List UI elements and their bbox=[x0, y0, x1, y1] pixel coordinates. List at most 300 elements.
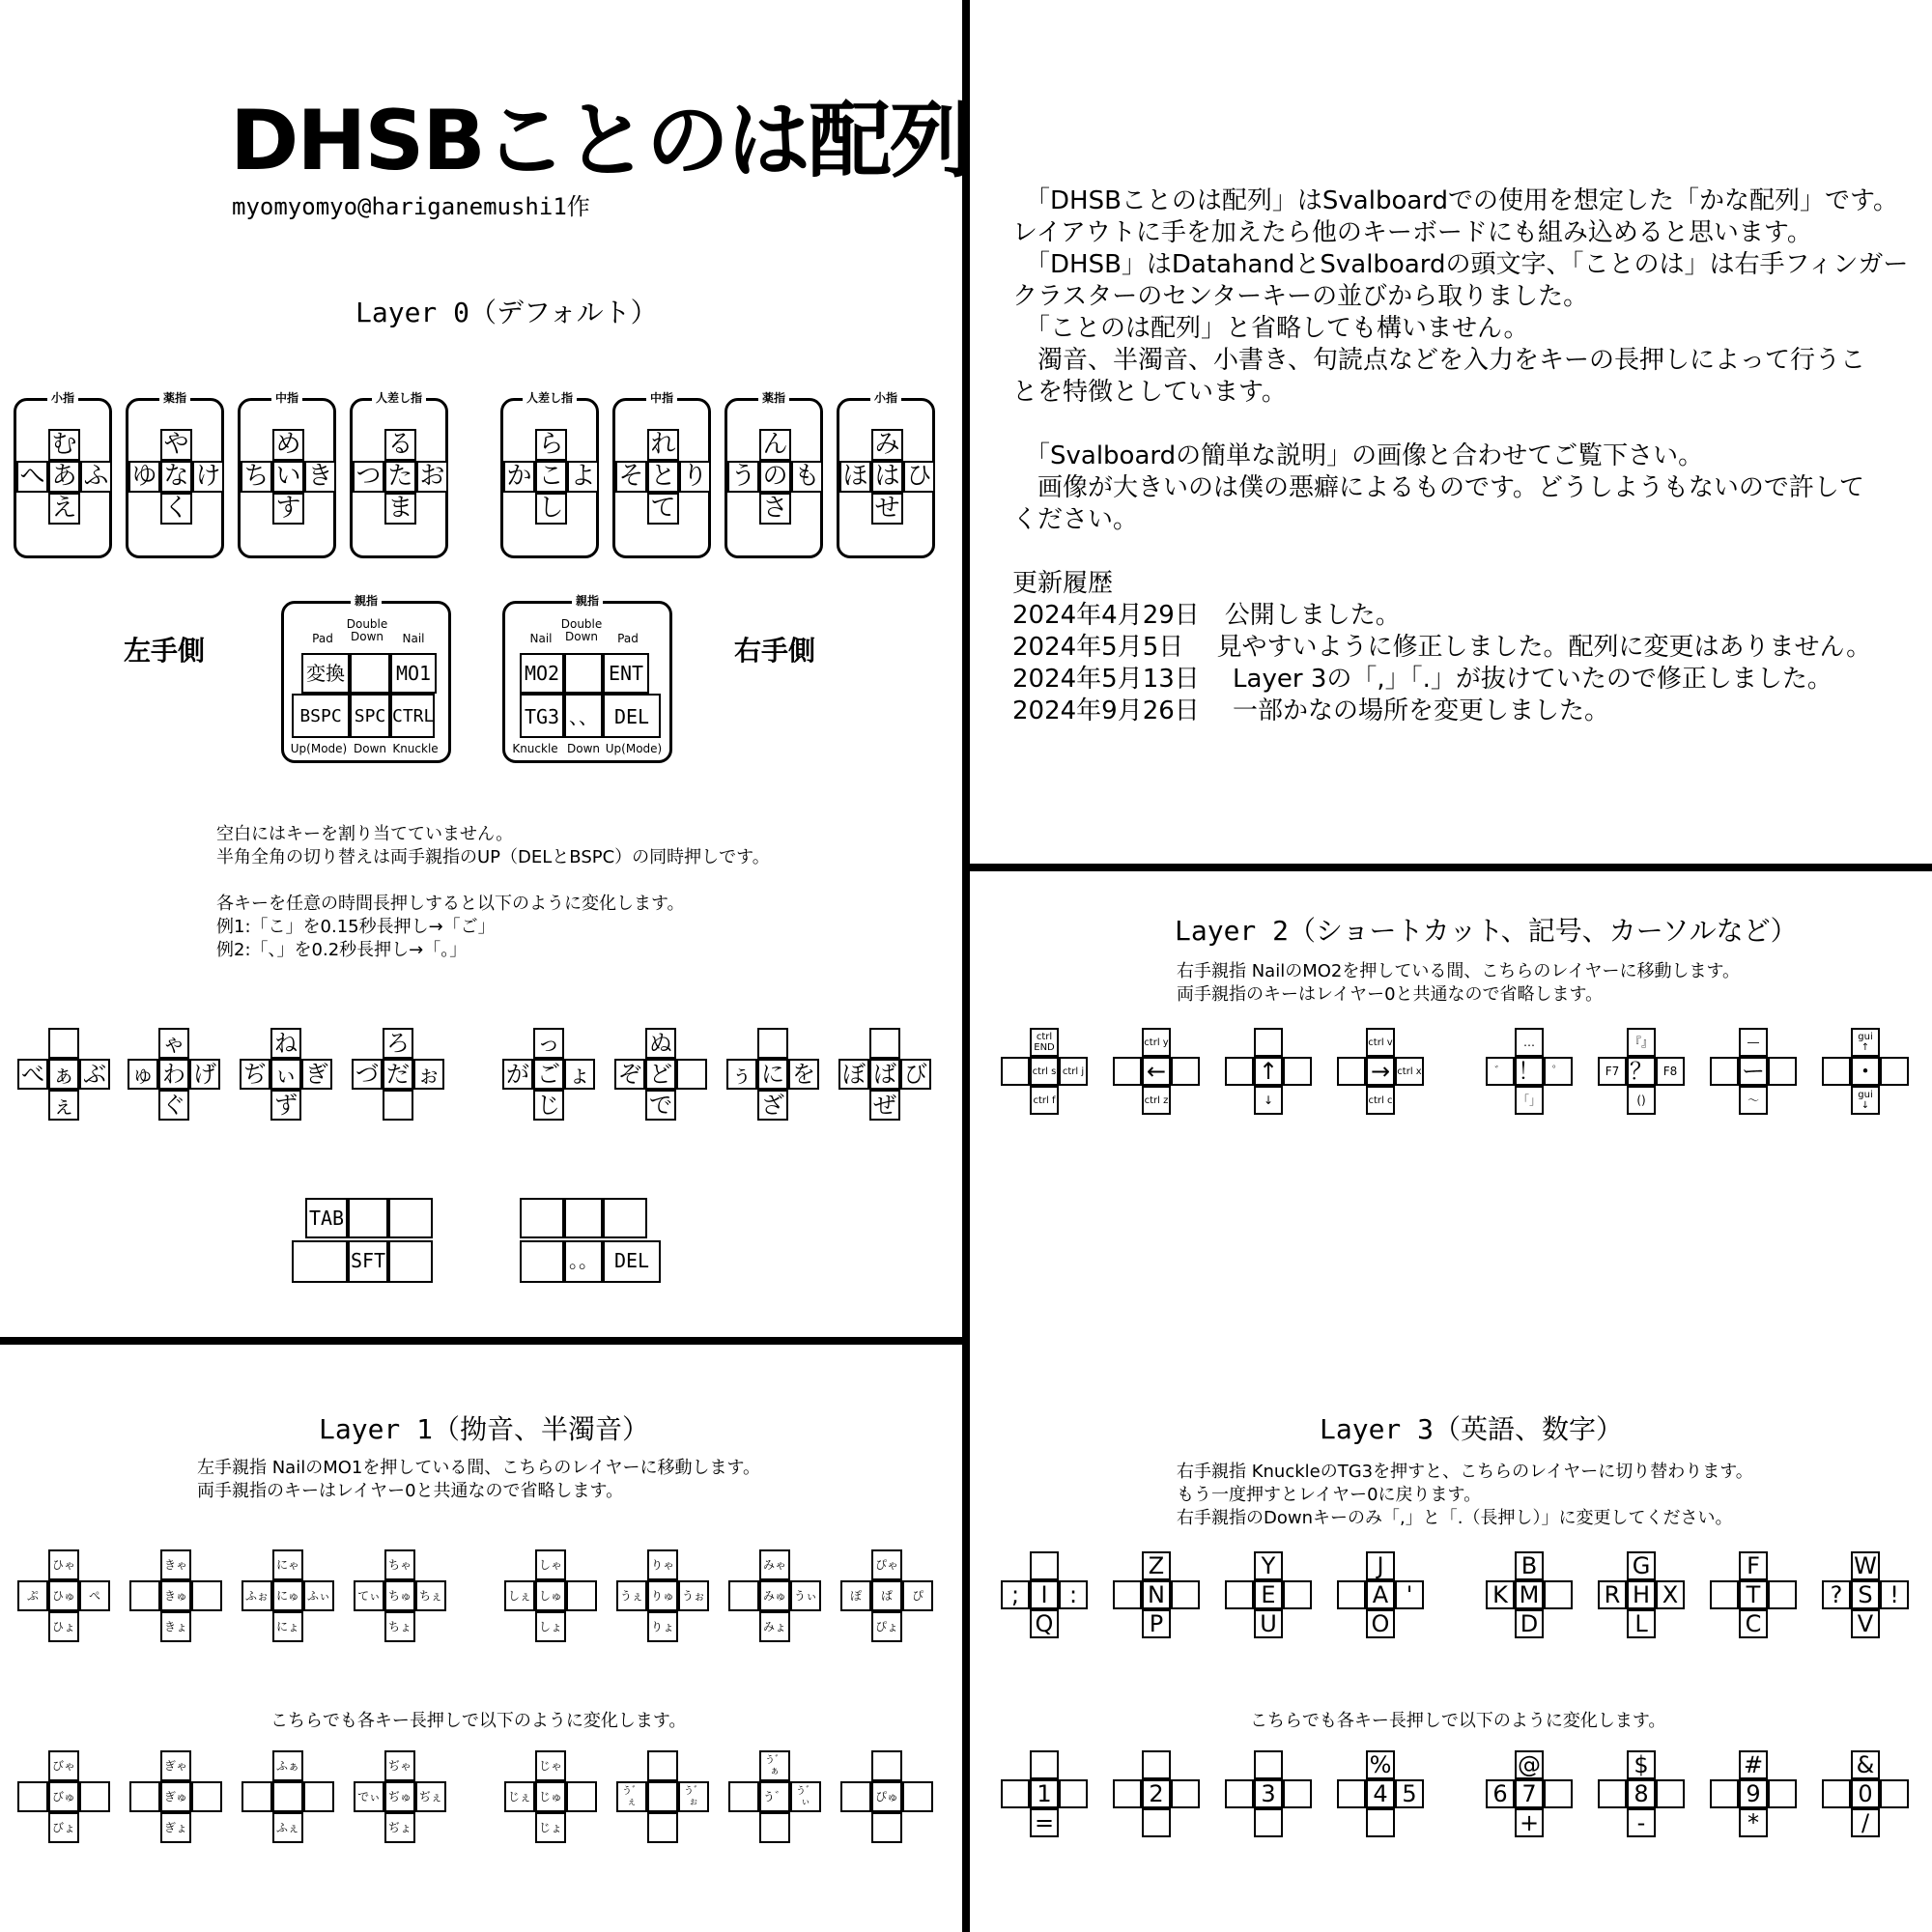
key-center[interactable]: た bbox=[384, 461, 416, 493]
key-right[interactable] bbox=[1171, 1779, 1200, 1808]
key-left[interactable]: じぇ bbox=[504, 1781, 535, 1812]
key-top[interactable]: しゃ bbox=[535, 1549, 566, 1580]
key-top[interactable]: Z bbox=[1142, 1551, 1171, 1580]
key-bottom[interactable]: ふぇ bbox=[272, 1812, 303, 1843]
key-bottom[interactable]: にょ bbox=[272, 1611, 303, 1642]
key-center[interactable]: ば bbox=[869, 1059, 900, 1090]
key-left[interactable] bbox=[1710, 1779, 1739, 1808]
key-left[interactable] bbox=[1113, 1779, 1142, 1808]
key-top[interactable] bbox=[1142, 1750, 1171, 1779]
key-bottom[interactable]: さ bbox=[759, 493, 791, 525]
key-left[interactable] bbox=[1710, 1057, 1739, 1086]
key-bottom[interactable]: せ bbox=[871, 493, 903, 525]
key-top[interactable]: ろ bbox=[383, 1028, 413, 1059]
key-center[interactable]: じゅ bbox=[535, 1781, 566, 1812]
left-thumb-key-henkan[interactable]: 変換 bbox=[301, 653, 350, 694]
key-top[interactable]: ctrl END bbox=[1030, 1028, 1059, 1057]
key-top[interactable]: れ bbox=[647, 429, 679, 461]
key-top[interactable]: じゃ bbox=[535, 1750, 566, 1781]
key-center[interactable]: ぁ bbox=[48, 1059, 79, 1090]
key-center[interactable] bbox=[647, 1781, 678, 1812]
key-right[interactable] bbox=[566, 1781, 597, 1812]
key-bottom[interactable]: V bbox=[1851, 1609, 1880, 1638]
key-right[interactable] bbox=[902, 1781, 933, 1812]
key-center[interactable]: ・ bbox=[1851, 1057, 1880, 1086]
key-top[interactable]: や bbox=[160, 429, 192, 461]
key-top[interactable]: む bbox=[48, 429, 80, 461]
key-right[interactable] bbox=[1171, 1580, 1200, 1609]
key-left[interactable] bbox=[1598, 1779, 1627, 1808]
key-top[interactable]: め bbox=[272, 429, 304, 461]
key-top[interactable] bbox=[869, 1028, 900, 1059]
key-bottom[interactable]: P bbox=[1142, 1609, 1171, 1638]
key-right[interactable]: ! bbox=[1880, 1580, 1909, 1609]
key-left[interactable] bbox=[1822, 1779, 1851, 1808]
key-center[interactable]: ど bbox=[645, 1059, 676, 1090]
key-top[interactable]: りゃ bbox=[647, 1549, 678, 1580]
key-bottom[interactable]: * bbox=[1739, 1808, 1768, 1837]
key-right[interactable] bbox=[1059, 1779, 1088, 1808]
left-thumb-key-bspc[interactable]: BSPC bbox=[292, 694, 350, 738]
key-top[interactable] bbox=[757, 1028, 788, 1059]
key-right[interactable]: ぎ bbox=[301, 1059, 332, 1090]
key-left[interactable]: ぅ bbox=[726, 1059, 757, 1090]
key-top[interactable]: ん bbox=[759, 429, 791, 461]
key-left[interactable]: K bbox=[1486, 1580, 1515, 1609]
key-right[interactable] bbox=[1283, 1057, 1312, 1086]
key-left[interactable]: うぇ bbox=[616, 1580, 647, 1611]
key-center[interactable]: りゅ bbox=[647, 1580, 678, 1611]
key-top[interactable]: う゛ぁ bbox=[759, 1750, 790, 1781]
key-right[interactable]: お bbox=[416, 461, 448, 493]
key-left[interactable]: う bbox=[727, 461, 759, 493]
key-center[interactable]: う゛ bbox=[759, 1781, 790, 1812]
key-left[interactable]: そ bbox=[615, 461, 647, 493]
key-top[interactable] bbox=[1030, 1551, 1059, 1580]
key-center[interactable]: ー bbox=[1739, 1057, 1768, 1086]
key-center[interactable]: ぃ bbox=[270, 1059, 301, 1090]
key-bottom[interactable]: ぢょ bbox=[384, 1812, 415, 1843]
key-top[interactable]: ぬ bbox=[645, 1028, 676, 1059]
key-center[interactable]: に bbox=[757, 1059, 788, 1090]
lp-left-thumb-tab[interactable]: TAB bbox=[305, 1198, 348, 1238]
key-right[interactable] bbox=[191, 1781, 222, 1812]
left-thumb-key-double[interactable] bbox=[350, 653, 390, 694]
key-left[interactable] bbox=[129, 1580, 160, 1611]
key-center[interactable]: E bbox=[1254, 1580, 1283, 1609]
key-center[interactable]: 0 bbox=[1851, 1779, 1880, 1808]
key-left[interactable]: が bbox=[502, 1059, 533, 1090]
key-right[interactable]: ふぃ bbox=[303, 1580, 334, 1611]
key-left[interactable]: ぼ bbox=[838, 1059, 869, 1090]
key-bottom[interactable]: U bbox=[1254, 1609, 1283, 1638]
key-top[interactable]: ― bbox=[1739, 1028, 1768, 1057]
key-left[interactable]: てぃ bbox=[354, 1580, 384, 1611]
key-center[interactable]: 8 bbox=[1627, 1779, 1656, 1808]
key-left[interactable]: でぃ bbox=[354, 1781, 384, 1812]
key-center[interactable]: ぎゅ bbox=[160, 1781, 191, 1812]
key-right[interactable] bbox=[1544, 1580, 1573, 1609]
key-bottom[interactable]: ↓ bbox=[1254, 1086, 1283, 1115]
key-top[interactable]: 『』 bbox=[1627, 1028, 1656, 1057]
key-left[interactable] bbox=[840, 1781, 871, 1812]
key-top[interactable]: ひゃ bbox=[48, 1549, 79, 1580]
key-top[interactable]: $ bbox=[1627, 1750, 1656, 1779]
key-bottom[interactable]: ぇ bbox=[48, 1090, 79, 1121]
key-left[interactable] bbox=[1001, 1779, 1030, 1808]
key-right[interactable]: ぢぇ bbox=[415, 1781, 446, 1812]
key-left[interactable]: ぽ bbox=[840, 1580, 871, 1611]
key-bottom[interactable]: りょ bbox=[647, 1611, 678, 1642]
lp-left-thumb-k6[interactable] bbox=[388, 1240, 433, 1283]
key-top[interactable]: ね bbox=[270, 1028, 301, 1059]
key-bottom[interactable]: ひょ bbox=[48, 1611, 79, 1642]
key-top[interactable]: ちゃ bbox=[384, 1549, 415, 1580]
key-left[interactable]: ち bbox=[241, 461, 272, 493]
key-center[interactable]: ↑ bbox=[1254, 1057, 1283, 1086]
lp-left-thumb-k3[interactable] bbox=[388, 1198, 433, 1238]
right-thumb-key-comma[interactable]: 、、 bbox=[564, 694, 603, 738]
right-thumb-key-tg3[interactable]: TG3 bbox=[520, 694, 564, 738]
key-center[interactable]: ぴゅ bbox=[871, 1781, 902, 1812]
key-left[interactable]: べ bbox=[17, 1059, 48, 1090]
key-bottom[interactable] bbox=[383, 1090, 413, 1121]
key-center[interactable]: ご bbox=[533, 1059, 564, 1090]
key-right[interactable] bbox=[79, 1781, 110, 1812]
key-center[interactable]: ぱ bbox=[871, 1580, 902, 1611]
key-left[interactable] bbox=[728, 1781, 759, 1812]
key-right[interactable]: 5 bbox=[1395, 1779, 1424, 1808]
key-bottom[interactable]: O bbox=[1366, 1609, 1395, 1638]
key-top[interactable]: # bbox=[1739, 1750, 1768, 1779]
key-top[interactable]: B bbox=[1515, 1551, 1544, 1580]
key-right[interactable]: り bbox=[679, 461, 711, 493]
key-right[interactable]: も bbox=[791, 461, 823, 493]
key-right[interactable] bbox=[566, 1580, 597, 1611]
key-center[interactable]: こ bbox=[535, 461, 567, 493]
key-left[interactable]: ? bbox=[1822, 1580, 1851, 1609]
key-bottom[interactable]: Q bbox=[1030, 1609, 1059, 1638]
key-center[interactable]: → bbox=[1366, 1057, 1395, 1086]
key-top[interactable] bbox=[1254, 1750, 1283, 1779]
key-bottom[interactable]: D bbox=[1515, 1609, 1544, 1638]
key-right[interactable]: うぉ bbox=[678, 1580, 709, 1611]
key-top[interactable] bbox=[647, 1750, 678, 1781]
key-center[interactable]: ぢゅ bbox=[384, 1781, 415, 1812]
key-top[interactable]: ctrl y bbox=[1142, 1028, 1171, 1057]
key-left[interactable] bbox=[17, 1781, 48, 1812]
key-center[interactable]: M bbox=[1515, 1580, 1544, 1609]
key-right[interactable] bbox=[676, 1059, 707, 1090]
key-bottom[interactable]: 「」 bbox=[1515, 1086, 1544, 1115]
key-right[interactable]: ぴ bbox=[902, 1580, 933, 1611]
key-bottom[interactable] bbox=[871, 1812, 902, 1843]
key-bottom[interactable] bbox=[1254, 1808, 1283, 1837]
key-left[interactable]: F7 bbox=[1598, 1057, 1627, 1086]
key-right[interactable]: ctrl x bbox=[1395, 1057, 1424, 1086]
key-top[interactable]: ら bbox=[535, 429, 567, 461]
key-right[interactable] bbox=[1880, 1057, 1909, 1086]
key-right[interactable]: ふ bbox=[80, 461, 112, 493]
key-center[interactable]: ← bbox=[1142, 1057, 1171, 1086]
lp-right-thumb-k4[interactable] bbox=[520, 1240, 564, 1283]
key-bottom[interactable]: ctrl c bbox=[1366, 1086, 1395, 1115]
key-top[interactable] bbox=[1030, 1750, 1059, 1779]
key-right[interactable]: ぶ bbox=[79, 1059, 110, 1090]
key-right[interactable] bbox=[1283, 1779, 1312, 1808]
key-top[interactable]: びゃ bbox=[48, 1750, 79, 1781]
key-bottom[interactable]: て bbox=[647, 493, 679, 525]
right-thumb-key-double[interactable] bbox=[564, 653, 603, 694]
key-top[interactable]: J bbox=[1366, 1551, 1395, 1580]
key-bottom[interactable]: - bbox=[1627, 1808, 1656, 1837]
key-left[interactable]: ゛ bbox=[1486, 1057, 1515, 1086]
key-bottom[interactable]: え bbox=[48, 493, 80, 525]
key-center[interactable] bbox=[272, 1781, 303, 1812]
key-right[interactable]: び bbox=[900, 1059, 931, 1090]
key-left[interactable] bbox=[1113, 1057, 1142, 1086]
key-center[interactable]: 3 bbox=[1254, 1779, 1283, 1808]
key-right[interactable]: う゛ぃ bbox=[790, 1781, 821, 1812]
key-center[interactable]: だ bbox=[383, 1059, 413, 1090]
key-right[interactable]: け bbox=[192, 461, 224, 493]
key-left[interactable]: ふぉ bbox=[242, 1580, 272, 1611]
key-bottom[interactable]: じょ bbox=[535, 1812, 566, 1843]
key-left[interactable]: しぇ bbox=[504, 1580, 535, 1611]
key-bottom[interactable]: = bbox=[1030, 1808, 1059, 1837]
key-left[interactable] bbox=[1225, 1580, 1254, 1609]
key-left[interactable]: 6 bbox=[1486, 1779, 1515, 1808]
key-left[interactable]: ぷ bbox=[17, 1580, 48, 1611]
key-left[interactable]: ほ bbox=[839, 461, 871, 493]
key-top[interactable]: ctrl v bbox=[1366, 1028, 1395, 1057]
key-top[interactable]: % bbox=[1366, 1750, 1395, 1779]
key-left[interactable] bbox=[1822, 1057, 1851, 1086]
key-right[interactable]: うぃ bbox=[790, 1580, 821, 1611]
lp-right-thumb-k3[interactable] bbox=[603, 1198, 647, 1238]
key-top[interactable]: み bbox=[871, 429, 903, 461]
key-bottom[interactable]: ctrl z bbox=[1142, 1086, 1171, 1115]
key-top[interactable] bbox=[871, 1750, 902, 1781]
lp-right-thumb-k1[interactable] bbox=[520, 1198, 564, 1238]
key-right[interactable]: ぺ bbox=[79, 1580, 110, 1611]
key-bottom[interactable]: し bbox=[535, 493, 567, 525]
key-center[interactable]: びゅ bbox=[48, 1781, 79, 1812]
key-top[interactable]: ぢゃ bbox=[384, 1750, 415, 1781]
key-bottom[interactable]: ～ bbox=[1739, 1086, 1768, 1115]
key-right[interactable] bbox=[1768, 1057, 1797, 1086]
key-center[interactable]: I bbox=[1030, 1580, 1059, 1609]
key-center[interactable]: T bbox=[1739, 1580, 1768, 1609]
key-right[interactable]: う゛ぉ bbox=[678, 1781, 709, 1812]
key-center[interactable]: ？ bbox=[1627, 1057, 1656, 1086]
key-bottom[interactable]: ず bbox=[270, 1090, 301, 1121]
key-bottom[interactable] bbox=[1366, 1808, 1395, 1837]
key-center[interactable]: ひゅ bbox=[48, 1580, 79, 1611]
left-thumb-key-spc[interactable]: SPC bbox=[350, 694, 390, 738]
key-center[interactable]: A bbox=[1366, 1580, 1395, 1609]
key-top[interactable]: ゃ bbox=[158, 1028, 189, 1059]
key-left[interactable]: つ bbox=[353, 461, 384, 493]
key-center[interactable]: しゅ bbox=[535, 1580, 566, 1611]
key-right[interactable]: き bbox=[304, 461, 336, 493]
key-bottom[interactable]: じ bbox=[533, 1090, 564, 1121]
key-bottom[interactable]: ま bbox=[384, 493, 416, 525]
key-left[interactable]: ぢ bbox=[240, 1059, 270, 1090]
key-bottom[interactable]: ぐ bbox=[158, 1090, 189, 1121]
key-center[interactable]: 2 bbox=[1142, 1779, 1171, 1808]
key-top[interactable]: にゃ bbox=[272, 1549, 303, 1580]
key-left[interactable]: ゅ bbox=[128, 1059, 158, 1090]
key-bottom[interactable]: ぎょ bbox=[160, 1812, 191, 1843]
key-left[interactable]: へ bbox=[16, 461, 48, 493]
key-left[interactable] bbox=[129, 1781, 160, 1812]
key-bottom[interactable]: きょ bbox=[160, 1611, 191, 1642]
key-center[interactable]: な bbox=[160, 461, 192, 493]
key-top[interactable]: gui ↑ bbox=[1851, 1028, 1880, 1057]
key-left[interactable] bbox=[1113, 1580, 1142, 1609]
key-center[interactable]: の bbox=[759, 461, 791, 493]
key-bottom[interactable]: gui ↓ bbox=[1851, 1086, 1880, 1115]
key-right[interactable]: げ bbox=[189, 1059, 220, 1090]
right-thumb-key-mo2[interactable]: MO2 bbox=[520, 653, 564, 694]
key-center[interactable]: にゅ bbox=[272, 1580, 303, 1611]
right-thumb-key-ent[interactable]: ENT bbox=[603, 653, 649, 694]
key-right[interactable]: ひ bbox=[903, 461, 935, 493]
key-bottom[interactable]: ぜ bbox=[869, 1090, 900, 1121]
key-right[interactable] bbox=[1544, 1779, 1573, 1808]
key-left[interactable] bbox=[728, 1580, 759, 1611]
key-center[interactable]: ！ bbox=[1515, 1057, 1544, 1086]
key-right[interactable]: F8 bbox=[1656, 1057, 1685, 1086]
key-bottom[interactable]: () bbox=[1627, 1086, 1656, 1115]
key-bottom[interactable] bbox=[759, 1812, 790, 1843]
key-right[interactable]: ゜ bbox=[1544, 1057, 1573, 1086]
key-right[interactable]: ぉ bbox=[413, 1059, 444, 1090]
key-center[interactable]: ctrl s bbox=[1030, 1057, 1059, 1086]
key-left[interactable] bbox=[242, 1781, 272, 1812]
key-bottom[interactable]: ちょ bbox=[384, 1611, 415, 1642]
key-center[interactable]: は bbox=[871, 461, 903, 493]
lp-left-thumb-sft[interactable]: SFT bbox=[348, 1240, 388, 1283]
key-top[interactable]: F bbox=[1739, 1551, 1768, 1580]
key-right[interactable] bbox=[191, 1580, 222, 1611]
lp-left-thumb-k2[interactable] bbox=[348, 1198, 388, 1238]
key-center[interactable]: きゅ bbox=[160, 1580, 191, 1611]
key-left[interactable]: う゛ぇ bbox=[616, 1781, 647, 1812]
key-right[interactable] bbox=[1171, 1057, 1200, 1086]
key-left[interactable]: R bbox=[1598, 1580, 1627, 1609]
key-left[interactable] bbox=[1001, 1057, 1030, 1086]
lp-right-thumb-k2[interactable] bbox=[564, 1198, 603, 1238]
key-right[interactable]: よ bbox=[567, 461, 599, 493]
key-left[interactable] bbox=[1337, 1580, 1366, 1609]
key-left[interactable]: か bbox=[503, 461, 535, 493]
key-center[interactable]: 7 bbox=[1515, 1779, 1544, 1808]
key-top[interactable]: Y bbox=[1254, 1551, 1283, 1580]
key-right[interactable] bbox=[1880, 1779, 1909, 1808]
key-top[interactable]: っ bbox=[533, 1028, 564, 1059]
key-bottom[interactable]: ぴょ bbox=[871, 1611, 902, 1642]
key-left[interactable]: づ bbox=[352, 1059, 383, 1090]
lp-right-thumb-del[interactable]: DEL bbox=[603, 1240, 661, 1283]
key-top[interactable]: G bbox=[1627, 1551, 1656, 1580]
key-bottom[interactable] bbox=[647, 1812, 678, 1843]
right-thumb-key-del[interactable]: DEL bbox=[603, 694, 661, 738]
lp-right-thumb-period[interactable]: 。。 bbox=[564, 1240, 603, 1283]
key-bottom[interactable]: ctrl f bbox=[1030, 1086, 1059, 1115]
key-center[interactable]: わ bbox=[158, 1059, 189, 1090]
key-bottom[interactable]: L bbox=[1627, 1609, 1656, 1638]
key-top[interactable]: @ bbox=[1515, 1750, 1544, 1779]
key-left[interactable] bbox=[1225, 1057, 1254, 1086]
key-right[interactable]: を bbox=[788, 1059, 819, 1090]
key-bottom[interactable]: しょ bbox=[535, 1611, 566, 1642]
key-bottom[interactable]: す bbox=[272, 493, 304, 525]
key-right[interactable]: X bbox=[1656, 1580, 1685, 1609]
key-center[interactable]: S bbox=[1851, 1580, 1880, 1609]
key-bottom[interactable]: みょ bbox=[759, 1611, 790, 1642]
key-center[interactable]: みゅ bbox=[759, 1580, 790, 1611]
key-bottom[interactable]: ざ bbox=[757, 1090, 788, 1121]
key-right[interactable]: ' bbox=[1395, 1580, 1424, 1609]
key-center[interactable]: H bbox=[1627, 1580, 1656, 1609]
key-right[interactable] bbox=[1768, 1580, 1797, 1609]
key-center[interactable]: あ bbox=[48, 461, 80, 493]
left-thumb-key-mo1[interactable]: MO1 bbox=[390, 653, 437, 694]
key-bottom[interactable] bbox=[1142, 1808, 1171, 1837]
key-top[interactable] bbox=[1254, 1028, 1283, 1057]
key-center[interactable]: N bbox=[1142, 1580, 1171, 1609]
key-top[interactable]: W bbox=[1851, 1551, 1880, 1580]
key-right[interactable] bbox=[303, 1781, 334, 1812]
key-right[interactable]: ちぇ bbox=[415, 1580, 446, 1611]
key-right[interactable] bbox=[1656, 1779, 1685, 1808]
key-right[interactable]: : bbox=[1059, 1580, 1088, 1609]
key-center[interactable]: と bbox=[647, 461, 679, 493]
key-right[interactable] bbox=[1283, 1580, 1312, 1609]
key-top[interactable]: ぎゃ bbox=[160, 1750, 191, 1781]
key-center[interactable]: 4 bbox=[1366, 1779, 1395, 1808]
key-right[interactable] bbox=[1768, 1779, 1797, 1808]
key-left[interactable] bbox=[1710, 1580, 1739, 1609]
key-left[interactable] bbox=[1225, 1779, 1254, 1808]
key-bottom[interactable]: く bbox=[160, 493, 192, 525]
key-right[interactable]: ょ bbox=[564, 1059, 595, 1090]
key-left[interactable] bbox=[1337, 1779, 1366, 1808]
key-top[interactable]: ぴゃ bbox=[871, 1549, 902, 1580]
lp-left-thumb-k4[interactable] bbox=[292, 1240, 348, 1283]
key-top[interactable]: … bbox=[1515, 1028, 1544, 1057]
key-center[interactable]: ちゅ bbox=[384, 1580, 415, 1611]
key-bottom[interactable]: で bbox=[645, 1090, 676, 1121]
key-top[interactable] bbox=[48, 1028, 79, 1059]
key-left[interactable]: ゆ bbox=[128, 461, 160, 493]
key-bottom[interactable]: C bbox=[1739, 1609, 1768, 1638]
key-bottom[interactable]: + bbox=[1515, 1808, 1544, 1837]
key-left[interactable]: ; bbox=[1001, 1580, 1030, 1609]
key-bottom[interactable]: びょ bbox=[48, 1812, 79, 1843]
key-bottom[interactable]: / bbox=[1851, 1808, 1880, 1837]
key-top[interactable]: & bbox=[1851, 1750, 1880, 1779]
key-right[interactable]: ctrl j bbox=[1059, 1057, 1088, 1086]
key-top[interactable]: きゃ bbox=[160, 1549, 191, 1580]
key-top[interactable]: みゃ bbox=[759, 1549, 790, 1580]
left-thumb-key-ctrl[interactable]: CTRL bbox=[390, 694, 435, 738]
key-top[interactable]: る bbox=[384, 429, 416, 461]
key-left[interactable] bbox=[1337, 1057, 1366, 1086]
key-left[interactable]: ぞ bbox=[614, 1059, 645, 1090]
